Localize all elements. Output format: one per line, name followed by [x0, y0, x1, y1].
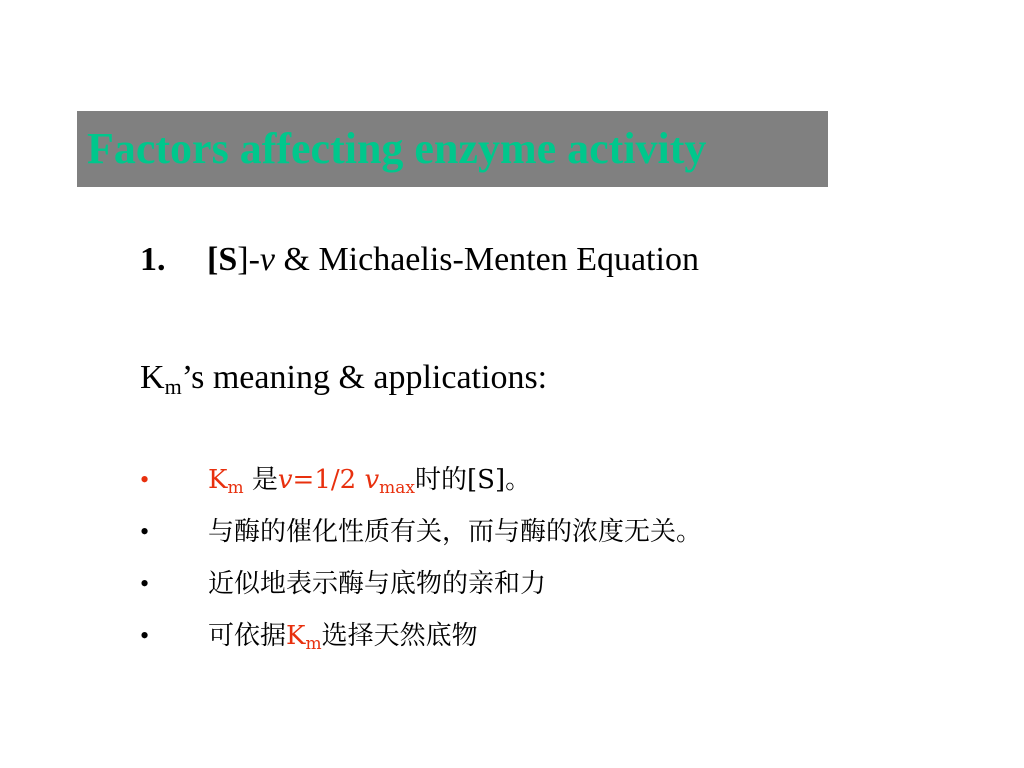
bullet-text [208, 458, 531, 502]
bullet-prefix: 可依据 [208, 621, 287, 651]
km-sub-red: m [227, 478, 244, 498]
bracket-open: [ [207, 241, 219, 278]
slide-title: Factors affecting enzyme activity [87, 124, 707, 173]
equals-half: =1/2 [292, 465, 365, 495]
section-heading [140, 238, 699, 282]
bullet-dot: • [140, 569, 150, 598]
substrate-symbol: S [218, 241, 238, 278]
bullet-dot: • [140, 621, 150, 650]
bullet-rest: 选择天然底物 [321, 621, 478, 651]
v-symbol-2: v [364, 465, 380, 495]
velocity-symbol: v [259, 241, 275, 278]
bullet-text: 与酶的催化性质有关，而与酶的浓度无关。 [208, 517, 703, 547]
km-sub: m [164, 374, 182, 399]
km-heading-rest: ’s meaning & applications: [181, 359, 548, 396]
km-sub-red: m [305, 634, 322, 654]
bullet-dot: • [140, 517, 150, 546]
title-banner [77, 111, 828, 187]
v-symbol: v [277, 465, 293, 495]
bullet-dot: • [140, 465, 150, 494]
dash: - [248, 241, 260, 278]
bracket-close: ] [237, 241, 249, 278]
section-number: 1. [140, 241, 166, 278]
bullet-text: 近似地表示酶与底物的亲和力 [208, 569, 547, 599]
km-k-red: K [286, 621, 306, 651]
heading-rest: & Michaelis-Menten Equation [275, 241, 699, 278]
bullet-rest: 时的[S]。 [414, 465, 532, 495]
bullet-text [208, 614, 478, 658]
bullet-shi: 是 [243, 465, 278, 495]
km-k-red: K [208, 465, 228, 495]
max-sub: max [379, 478, 415, 498]
km-k: K [140, 359, 165, 396]
km-heading [140, 356, 547, 400]
